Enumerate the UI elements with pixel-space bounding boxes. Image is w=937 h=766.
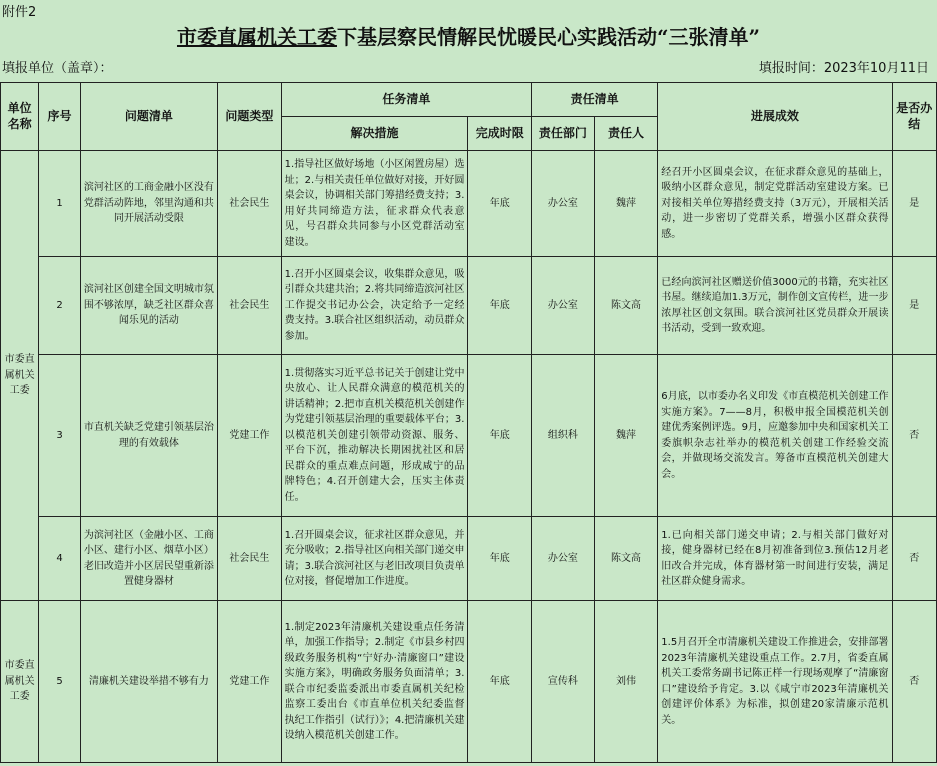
progress-cell: 6月底，以市委办名义印发《市直模范机关创建工作实施方案》。7——8月，积极申报全国模范机关创建优秀案例评选。9月，应邀参加中央和国家机关工委旗帜杂志社举办的模范机关创建工作经验交流会，并做现场交流发言。筹备市直模范机关创建大会。 [658, 355, 892, 517]
deadline-cell: 年底 [468, 151, 532, 257]
measures-cell: 1.召开圆桌会议，征求社区群众意见，并充分吸收；2.指导社区向相关部门递交申请；3.联合滨河社区与老旧改项目负责单位对接，督促增加工作进度。 [281, 517, 468, 601]
dept-cell: 办公室 [532, 257, 595, 355]
title-rest: 下基层察民情解民忧暖民心实践活动“三张清单” [336, 25, 760, 49]
page-title [0, 21, 937, 50]
done-cell: 是 [892, 151, 936, 257]
header-deadline: 完成时限 [468, 117, 532, 151]
header-progress: 进展成效 [658, 83, 892, 151]
three-lists-table [0, 82, 937, 763]
unit-name-cell: 市委直属机关工委 [1, 151, 39, 601]
done-cell: 否 [892, 517, 936, 601]
measures-cell: 1.指导社区做好场地（小区闲置房屋）选址；2.与相关责任单位做好对接，开好圆桌会议，协调相关部门筹措经费支持；3.用好共同缔造方法，征求群众代表意见，号召群众共同参与小区党群活动室建设。 [281, 151, 468, 257]
header-seq: 序号 [39, 83, 80, 151]
unit-name-cell: 市委直属机关工委 [1, 601, 39, 763]
progress-cell: 已经向滨河社区赠送价值3000元的书籍，充实社区书屋。继续追加1.3万元，制作创文宣传栏，进一步浓厚社区创文氛围。联合滨河社区党员群众开展读书活动，受到一致欢迎。 [658, 257, 892, 355]
person-cell: 魏萍 [594, 151, 658, 257]
deadline-cell: 年底 [468, 257, 532, 355]
header-task-list: 任务清单 [281, 83, 531, 117]
table-row [1, 151, 937, 257]
type-cell: 党建工作 [218, 355, 282, 517]
reporting-unit-label: 填报单位（盖章）： [2, 61, 113, 76]
dept-cell: 组织科 [532, 355, 595, 517]
dept-cell: 宣传科 [532, 601, 595, 763]
deadline-cell: 年底 [468, 601, 532, 763]
table-row [1, 517, 937, 601]
person-cell: 陈文高 [594, 517, 658, 601]
person-cell: 魏萍 [594, 355, 658, 517]
header-unit-name: 单位名称 [1, 83, 39, 151]
problem-cell: 滨河社区的工商金融小区没有党群活动阵地，邻里沟通和共同开展活动受限 [80, 151, 217, 257]
reporting-date: 填报时间：2023年10月11日 [758, 61, 929, 76]
seq-cell: 2 [39, 257, 80, 355]
dept-cell: 办公室 [532, 151, 595, 257]
dept-cell: 办公室 [532, 517, 595, 601]
done-cell: 否 [892, 355, 936, 517]
type-cell: 党建工作 [218, 601, 282, 763]
seq-cell: 4 [39, 517, 80, 601]
header-resp-dept: 责任部门 [532, 117, 595, 151]
header-problem-type: 问题类型 [218, 83, 282, 151]
header-done: 是否办结 [892, 83, 936, 151]
annex-label: 附件2 [2, 5, 37, 20]
measures-cell: 1.召开小区圆桌会议，收集群众意见，吸引群众共建共治；2.将共同缔造滨河社区工作提交书记办公会，决定给予一定经费支持。3.联合社区组织活动，动员群众参加。 [281, 257, 468, 355]
header-responsibility-list: 责任清单 [532, 83, 658, 117]
table-row [1, 601, 937, 763]
problem-cell: 为滨河社区（金融小区、工商小区、建行小区、烟草小区）老旧改造并小区居民望重新添置健身器材 [80, 517, 217, 601]
type-cell: 社会民生 [218, 151, 282, 257]
table-row [1, 257, 937, 355]
deadline-cell: 年底 [468, 355, 532, 517]
title-underlined-part: 市委直属机关工委 [176, 25, 337, 49]
done-cell: 是 [892, 257, 936, 355]
header-measures: 解决措施 [281, 117, 468, 151]
problem-cell: 滨河社区创建全国文明城市氛围不够浓厚，缺乏社区群众喜闻乐见的活动 [80, 257, 217, 355]
table-row [1, 355, 937, 517]
done-cell: 否 [892, 601, 936, 763]
seq-cell: 3 [39, 355, 80, 517]
progress-cell: 1.已向相关部门递交申请；2.与相关部门做好对接，健身器材已经在8月初准备到位3.预估12月老旧改合并完成，体育器材第一时间进行安装，满足社区群众健身需求。 [658, 517, 892, 601]
person-cell: 陈文高 [594, 257, 658, 355]
progress-cell: 经召开小区圆桌会议，在征求群众意见的基础上，吸纳小区群众意见，制定党群活动室建设方案。已对接相关单位筹措经费支持（3万元），开展相关活动，进一步密切了党群关系，增强小区群众获得感。 [658, 151, 892, 257]
header-problem-list: 问题清单 [80, 83, 217, 151]
problem-cell: 清廉机关建设举措不够有力 [80, 601, 217, 763]
measures-cell: 1.贯彻落实习近平总书记关于创建让党中央放心、让人民群众满意的模范机关的讲话精神；2.把市直机关模范机关创建作为党建引领基层治理的重要载体平台；3.以模范机关创建引领带动资源、服务、平台下沉，推动解决长期困扰社区和居民群众的重点难点问题，形成咸宁的品牌特色；4.召开创建大会，压实主体责任。 [281, 355, 468, 517]
problem-cell: 市直机关缺乏党建引领基层治理的有效载体 [80, 355, 217, 517]
header-resp-person: 责任人 [594, 117, 658, 151]
seq-cell: 1 [39, 151, 80, 257]
progress-cell: 1.5月召开全市清廉机关建设工作推进会，安排部署2023年清廉机关建设重点工作。2.7月，省委直属机关工委常务副书记陈正样一行现场观摩了“清廉窗口”建设给予肯定。3.以《咸宁市2023年清廉机关创建评价体系》为标准，拟创建20家清廉示范机关。 [658, 601, 892, 763]
deadline-cell: 年底 [468, 517, 532, 601]
type-cell: 社会民生 [218, 517, 282, 601]
type-cell: 社会民生 [218, 257, 282, 355]
seq-cell: 5 [39, 601, 80, 763]
measures-cell: 1.制定2023年清廉机关建设重点任务清单，加强工作指导；2.制定《市县乡村四级政务服务机构“宁好办·清廉窗口”建设实施方案》，明确政务服务负面清单；3.联合市纪委监委派出市委直属机关纪检监察工委出台《市直单位机关纪委监督执纪工作指引（试行）》；4.把清廉机关建设纳入模范机关创建工作。 [281, 601, 468, 763]
person-cell: 刘伟 [594, 601, 658, 763]
